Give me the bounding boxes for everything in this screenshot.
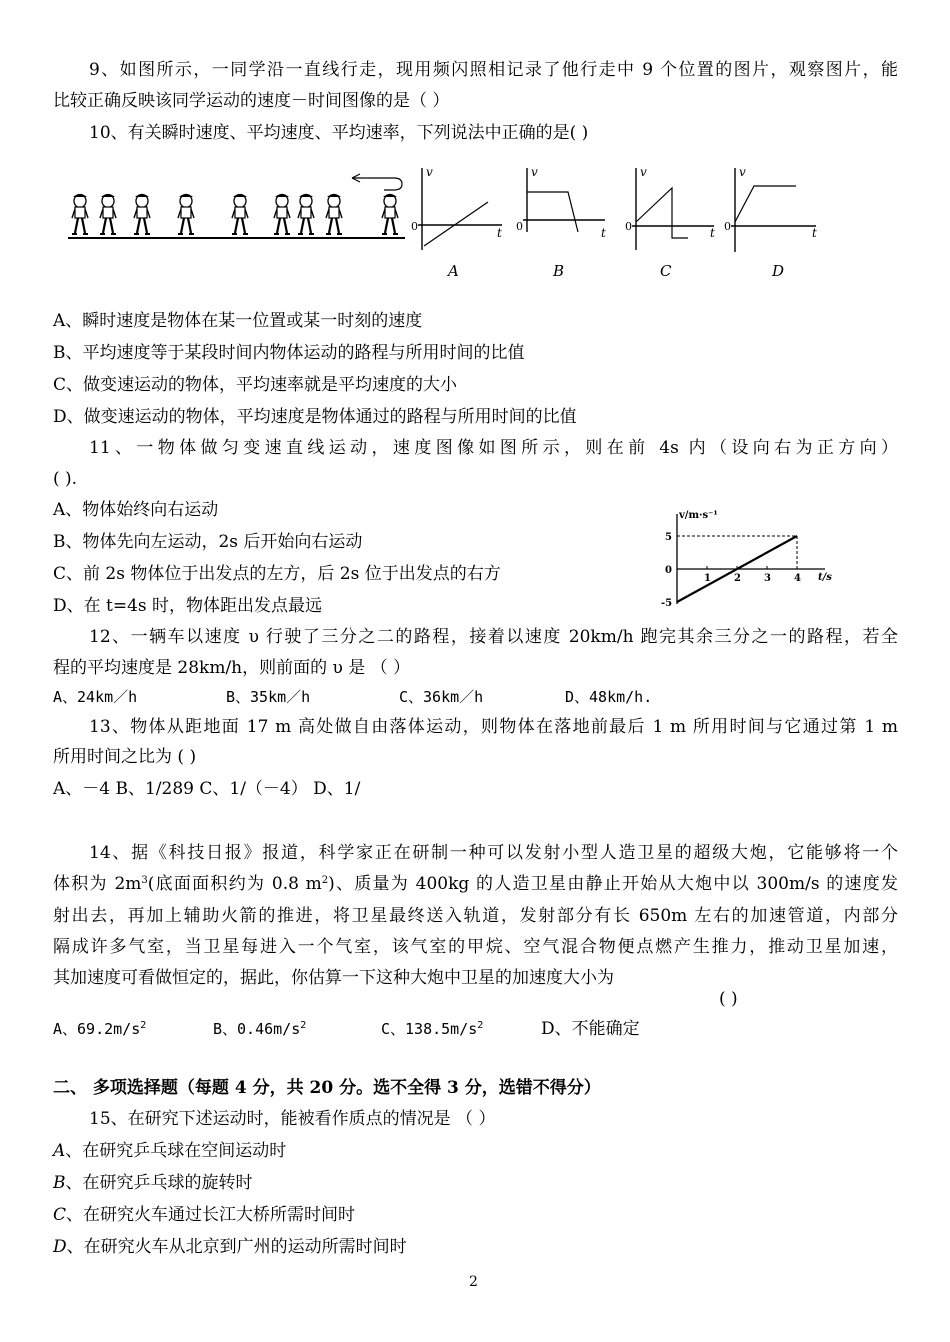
graph-a-caption: A bbox=[448, 262, 459, 280]
graph-a-v-label: v bbox=[426, 165, 433, 179]
q11-y-tick-label: 5 bbox=[665, 532, 672, 543]
q14-line2-part-a: 体积为 2m bbox=[53, 874, 142, 894]
q15-option-c-letter: C bbox=[53, 1205, 67, 1225]
vt-graph-c bbox=[632, 168, 714, 250]
graph-d-v-label: v bbox=[739, 165, 746, 179]
q11-stem-line1: 11、一物体做匀变速直线运动，速度图像如图所示，则在前 4s 内（设向右为正方向） bbox=[89, 438, 898, 458]
q14-line2 bbox=[53, 872, 898, 896]
q13-stem-line1: 13、物体从距地面 17 m 高处做自由落体运动，则物体在落地前最后 1 m 所用时间与它通过第 1 m bbox=[89, 717, 898, 737]
q11-xlabel: t/s bbox=[818, 572, 832, 583]
walker-figure-icon bbox=[326, 194, 342, 234]
q11-x-tick-label: 2 bbox=[734, 573, 741, 584]
graph-c-caption: C bbox=[660, 262, 672, 280]
q11-x-tick-label: 1 bbox=[704, 573, 711, 584]
q15-option-b-text: 、在研究乒乓球的旋转时 bbox=[65, 1173, 253, 1193]
q15-option-b bbox=[53, 1171, 253, 1195]
q14-option-d: D、不能确定 bbox=[541, 1019, 640, 1039]
q11-ylabel: v/m·s⁻¹ bbox=[679, 510, 718, 521]
q12-stem-line2: 程的平均速度是 28km/h，则前面的 υ 是 （ ） bbox=[53, 658, 411, 678]
q15-option-d-text: 、在研究火车从北京到广州的运动所需时间时 bbox=[66, 1237, 407, 1257]
q11-option-a: A、物体始终向右运动 bbox=[53, 500, 219, 520]
return-arrow-icon bbox=[352, 178, 402, 190]
q14-option-a bbox=[53, 1017, 146, 1041]
q11-stem-line2: ( ). bbox=[53, 469, 78, 489]
q15-option-a bbox=[53, 1139, 286, 1163]
walker-figure-icon bbox=[298, 194, 314, 234]
q14-option-b-sup: 2 bbox=[300, 1020, 307, 1031]
q14-option-c-text: C、138.5m/s bbox=[381, 1020, 478, 1038]
q14-line5: 其加速度可看做恒定的，据此，你估算一下这种大炮中卫星的加速度大小为 bbox=[53, 968, 614, 988]
q9-figure bbox=[0, 0, 950, 300]
q14-line4: 隔成许多气室，当卫星每进入一个气室，该气室的甲烷、空气混合物便点燃产生推力，推动卫星加速， bbox=[53, 937, 898, 957]
walker-figure-icon bbox=[134, 194, 150, 234]
q15-option-b-letter: B bbox=[53, 1173, 66, 1193]
q11-option-d: D、在 t=4s 时，物体距出发点最远 bbox=[53, 596, 323, 616]
q12-option-a: A、24km／h bbox=[53, 688, 138, 706]
q11-velocity-chart bbox=[655, 500, 855, 612]
walker-figure-icon bbox=[382, 194, 398, 234]
q11-y-tick-label: 0 bbox=[665, 565, 672, 576]
q14-option-c-sup: 2 bbox=[477, 1020, 484, 1031]
q14-line2-part-b: (底面面积约为 0.8 m bbox=[147, 874, 322, 894]
q14-option-c bbox=[381, 1017, 483, 1041]
q11-option-c: C、前 2s 物体位于出发点的左方，后 2s 位于出发点的右方 bbox=[53, 564, 501, 584]
walker-figure-icon bbox=[178, 194, 194, 234]
graph-c-t-label: t bbox=[710, 226, 715, 240]
q15-stem: 15、在研究下述运动时，能被看作质点的情况是 （ ） bbox=[89, 1109, 496, 1129]
graph-c-v-label: v bbox=[640, 165, 647, 179]
q10-stem: 10、有关瞬时速度、平均速度、平均速率，下列说法中正确的是( ) bbox=[89, 123, 589, 143]
q12-stem-line1: 12、一辆车以速度 υ 行驶了三分之二的路程，接着以速度 20km/h 跑完其余三分之一的路程，若全 bbox=[89, 627, 898, 647]
q10-option-c: C、做变速运动的物体，平均速率就是平均速度的大小 bbox=[53, 375, 458, 395]
q15-option-c-text: 、在研究火车通过长江大桥所需时间时 bbox=[66, 1205, 356, 1225]
q13-stem-line2: 所用时间之比为 ( ) bbox=[53, 747, 197, 767]
vt-graph-d bbox=[731, 168, 816, 252]
vt-graph-a bbox=[418, 168, 502, 250]
walker-figure-icon bbox=[274, 194, 290, 234]
q11-x-tick-label: 4 bbox=[794, 573, 801, 584]
q15-option-c bbox=[53, 1203, 355, 1227]
q13-options: A、－4 B、1/289 C、1/（－4） D、1/ bbox=[53, 779, 361, 799]
q14-option-a-sup: 2 bbox=[140, 1020, 147, 1031]
q10-option-b: B、平均速度等于某段时间内物体运动的路程与所用时间的比值 bbox=[53, 343, 525, 363]
page-number: 2 bbox=[469, 1274, 478, 1290]
graph-b-t-label: t bbox=[601, 226, 606, 240]
q15-option-a-text: 、在研究乒乓球在空间运动时 bbox=[65, 1141, 287, 1161]
section2-heading: 二、 多项选择题（每题 4 分，共 20 分。选不全得 3 分，选错不得分） bbox=[53, 1078, 601, 1098]
q11-y-tick-label: -5 bbox=[661, 598, 673, 609]
q9-stem-line1: 9、如图所示，一同学沿一直线行走，现用频闪照相记录了他行走中 9 个位置的图片，观察图片，能 bbox=[89, 60, 898, 80]
graph-a-t-label: t bbox=[497, 226, 502, 240]
q15-option-d bbox=[53, 1235, 407, 1259]
graph-b-origin: 0 bbox=[516, 220, 523, 233]
q11-option-b: B、物体先向左运动，2s 后开始向右运动 bbox=[53, 532, 363, 552]
walker-figure-icon bbox=[100, 194, 116, 234]
walker-figure-icon bbox=[72, 194, 88, 234]
q12-option-c: C、36km／h bbox=[399, 688, 484, 706]
q14-line2-sup: 3 bbox=[141, 875, 148, 886]
graph-a-line bbox=[424, 202, 488, 246]
q14-line1: 14、据《科技日报》报道，科学家正在研制一种可以发射小型人造卫星的超级大炮，它能够将一个 bbox=[89, 843, 898, 863]
q15-option-d-letter: D bbox=[53, 1237, 67, 1257]
q14-option-b bbox=[213, 1017, 306, 1041]
q10-option-a: A、瞬时速度是物体在某一位置或某一时刻的速度 bbox=[53, 311, 423, 331]
graph-c-origin: 0 bbox=[625, 220, 632, 233]
graph-d-caption: D bbox=[772, 262, 785, 280]
q14-line2-part-c: )、质量为 400kg 的人造卫星由静止开始从大炮中以 300m/s 的速度发 bbox=[328, 874, 898, 894]
q14-option-a-text: A、69.2m/s bbox=[53, 1020, 141, 1038]
graph-b-caption: B bbox=[553, 262, 565, 280]
q11-x-tick-label: 3 bbox=[764, 573, 771, 584]
graph-d-line bbox=[735, 186, 796, 222]
q12-option-b: B、35km／h bbox=[226, 688, 311, 706]
graph-c-line bbox=[636, 188, 688, 238]
q14-answer-paren: ( ) bbox=[719, 989, 738, 1009]
q10-option-d: D、做变速运动的物体，平均速度是物体通过的路程与所用时间的比值 bbox=[53, 407, 577, 427]
q9-stem-line2: 比较正确反映该同学运动的速度－时间图像的是（ ） bbox=[53, 91, 450, 111]
graph-d-t-label: t bbox=[812, 226, 817, 240]
walker-figure-icon bbox=[232, 194, 248, 234]
graph-b-v-label: v bbox=[531, 165, 538, 179]
q14-option-b-text: B、0.46m/s bbox=[213, 1020, 301, 1038]
graph-b-line bbox=[527, 192, 578, 232]
q14-line2-sup2: 2 bbox=[321, 875, 329, 886]
q15-option-a-letter: A bbox=[53, 1141, 66, 1161]
graph-d-origin: 0 bbox=[724, 220, 731, 233]
q12-option-d: D、48km/h. bbox=[565, 688, 653, 706]
q14-line3: 射出去，再加上辅助火箭的推进，将卫星最终送入轨道，发射部分有长 650m 左右的加速管道，内部分 bbox=[53, 906, 898, 926]
graph-a-origin: 0 bbox=[411, 220, 418, 233]
